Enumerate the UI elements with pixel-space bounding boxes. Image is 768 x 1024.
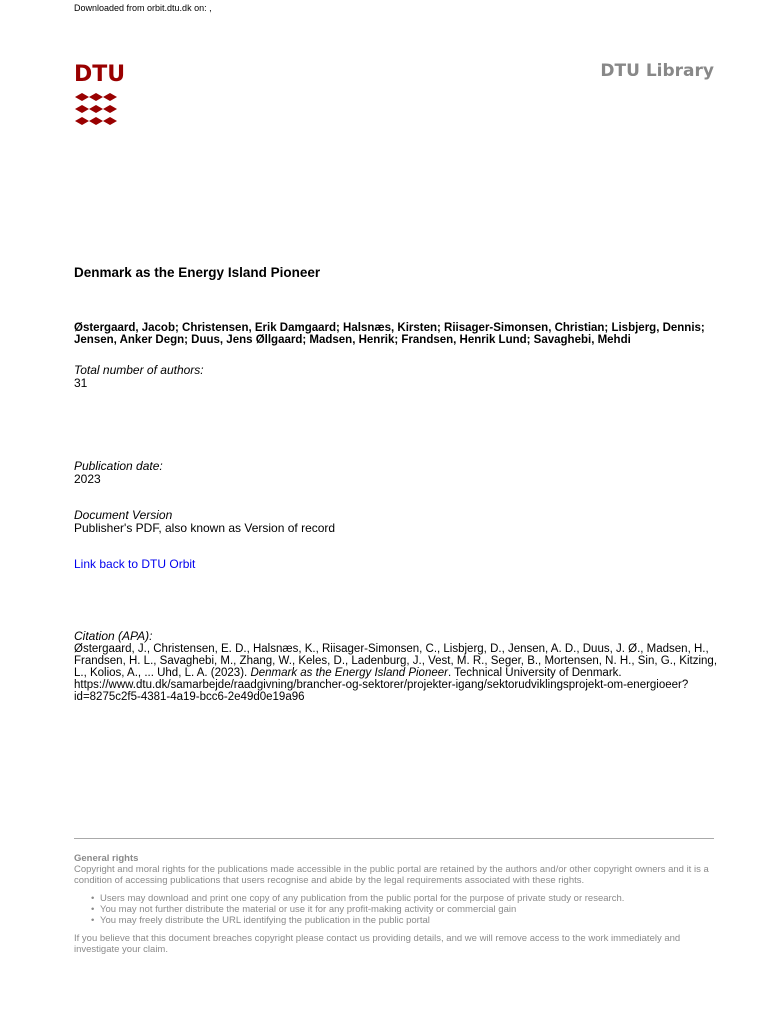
publication-date-value: 2023: [74, 472, 101, 486]
library-label: DTU Library: [600, 61, 714, 81]
citation-title: Denmark as the Energy Island Pioneer: [250, 667, 448, 679]
document-version-label: Document Version: [74, 508, 173, 522]
author-list: Østergaard, Jacob; Christensen, Erik Damgaard; Halsnæs, Kirsten; Riisager-Simonsen, Christian; Lisbjerg, Dennis; Jensen, Anker Degn; Duus, Jens Øllgaard; Madsen, Henrik; Frandsen, Henrik Lund; Savaghebi, Mehdi: [74, 322, 705, 346]
rights-list-item: • You may freely distribute the URL identifying the publication in the public portal: [100, 915, 719, 926]
rights-list-item: • Users may download and print one copy of any publication from the public portal for the purpose of private study or research.: [100, 893, 719, 904]
divider: [74, 838, 714, 839]
general-rights-paragraph: Copyright and moral rights for the publications made accessible in the public portal are retained by the authors and/or other copyright owners and it is a condition of accessing publications that users recognise and abide by the legal requirements associated with these rights.: [74, 864, 709, 886]
download-line: Downloaded from orbit.dtu.dk on: ,: [74, 3, 212, 13]
citation-authors: Østergaard, J., Christensen, E. D., Halsnæs, K., Riisager-Simonsen, C., Lisbjerg, D., Jensen, A. D., Duus, J. Ø., Madsen, H., Frandsen, H. L., Savaghebi, M., Zhang, W., Keles, D., Ladenburg, J., Vest, M. R., Seger, B., Mortensen, N. H., Sin, G., Kitzing, L., Kolios, A., ... Uhd, L. A. (2023).: [74, 643, 718, 679]
citation-text: [74, 643, 724, 703]
dtu-logo: [74, 62, 126, 126]
rights-footer: If you believe that this document breaches copyright please contact us providing details, and we will remove access to the work immediately and investigate your claim.: [74, 933, 681, 955]
total-authors-value: 31: [74, 376, 88, 390]
citation-source: . Technical University of Denmark. https://www.dtu.dk/samarbejde/raadgivning/brancher-og-sektorer/projekter-igang/sektorudviklingsprojekt-om-energioeer?id=8275c2f5-4381-4a19-bcc6-2e49d0e19a96: [74, 667, 689, 703]
publication-date-block: [74, 460, 163, 486]
citation-label: Citation (APA):: [74, 629, 153, 643]
dtu-logo-mark-icon: [74, 92, 118, 126]
total-authors-block: [74, 364, 204, 390]
document-title: Denmark as the Energy Island Pioneer: [74, 265, 321, 280]
dtu-logo-text: DTU: [74, 62, 126, 87]
rights-list-item: • You may not further distribute the material or use it for any profit-making activity or commercial gain: [100, 904, 719, 915]
publication-date-label: Publication date:: [74, 459, 163, 473]
rights-list: [74, 893, 719, 926]
document-version-block: [74, 509, 335, 535]
general-rights-heading: General rights: [74, 853, 139, 864]
dtu-orbit-link[interactable]: Link back to DTU Orbit: [74, 557, 196, 571]
total-authors-label: Total number of authors:: [74, 363, 204, 377]
general-rights-section: [74, 853, 719, 955]
citation-block: [74, 630, 724, 703]
document-version-value: Publisher's PDF, also known as Version of record: [74, 521, 336, 535]
